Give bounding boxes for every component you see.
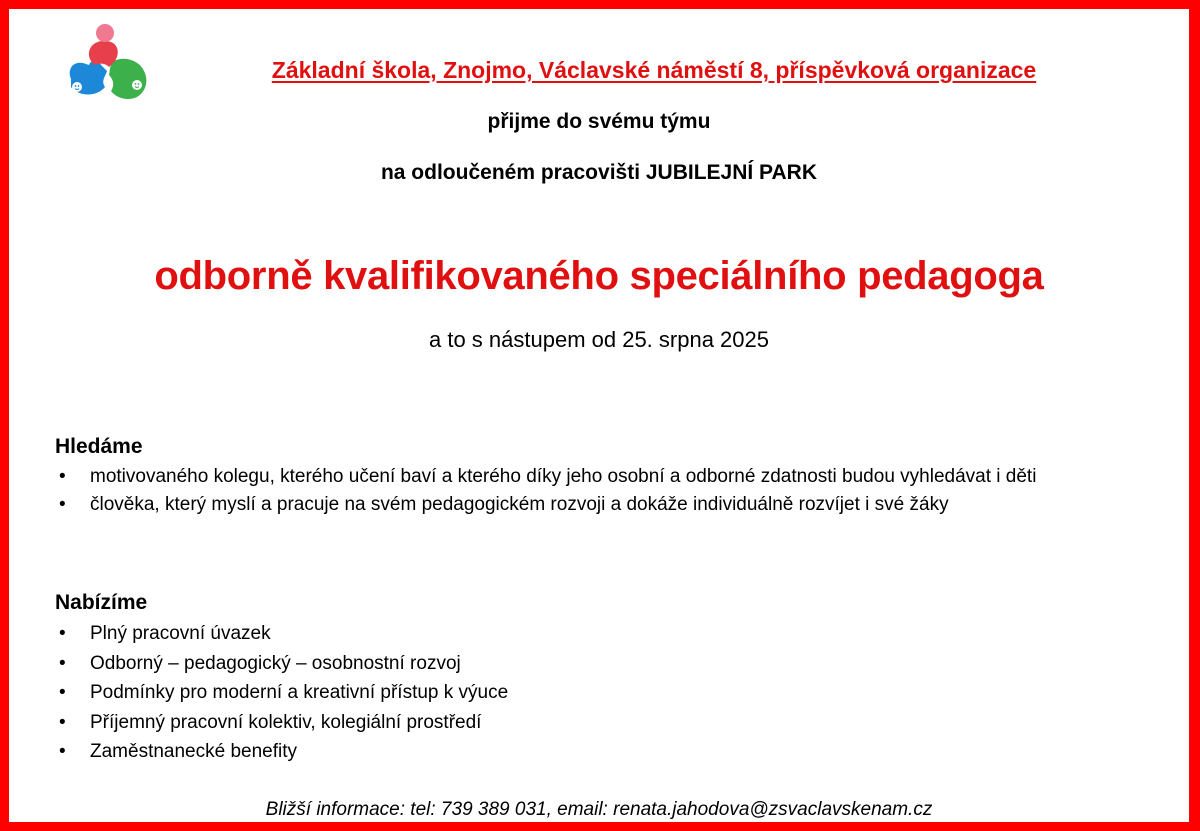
list-item: • člověka, který myslí a pracuje na svém pedagogickém rozvoji a dokáže individuálně rozvíjet i své žáky [55,491,1145,519]
puzzle-figures-logo-icon [61,21,153,103]
list-item: • Zaměstnanecké benefity [55,737,1145,767]
offer-list [55,619,1145,767]
seeking-heading: Hledáme [55,435,143,458]
list-item: • Plný pracovní úvazek [55,619,1145,649]
list-item: • motivovaného kolegu, kterého učení baví a kterého díky jeho osobní a odborné zdatnosti budou vyhledávat i děti [55,463,1145,491]
hiring-line: přijme do svému týmu [487,110,711,133]
seeking-section [55,435,1145,519]
offer-heading: Nabízíme [55,591,148,614]
contact-info: Bližší informace: tel: 739 389 031, email: renata.jahodova@zsvaclavskenam.cz [265,799,933,820]
school-name: Základní škola, Znojmo, Václavské náměstí 8, příspěvková organizace [271,57,1037,83]
list-item: • Odborný – pedagogický – osobnostní rozvoj [55,649,1145,679]
list-item: • Podmínky pro moderní a kreativní přístup k výuce [55,678,1145,708]
position-title: odborně kvalifikovaného speciálního pedagoga [154,254,1044,298]
list-item: • Příjemný pracovní kolektiv, kolegiální prostředí [55,708,1145,738]
start-date: a to s nástupem od 25. srpna 2025 [428,327,769,352]
workplace-line: na odloučeném pracovišti JUBILEJNÍ PARK [380,161,818,184]
seeking-list [55,463,1145,519]
offer-section [55,591,1145,767]
